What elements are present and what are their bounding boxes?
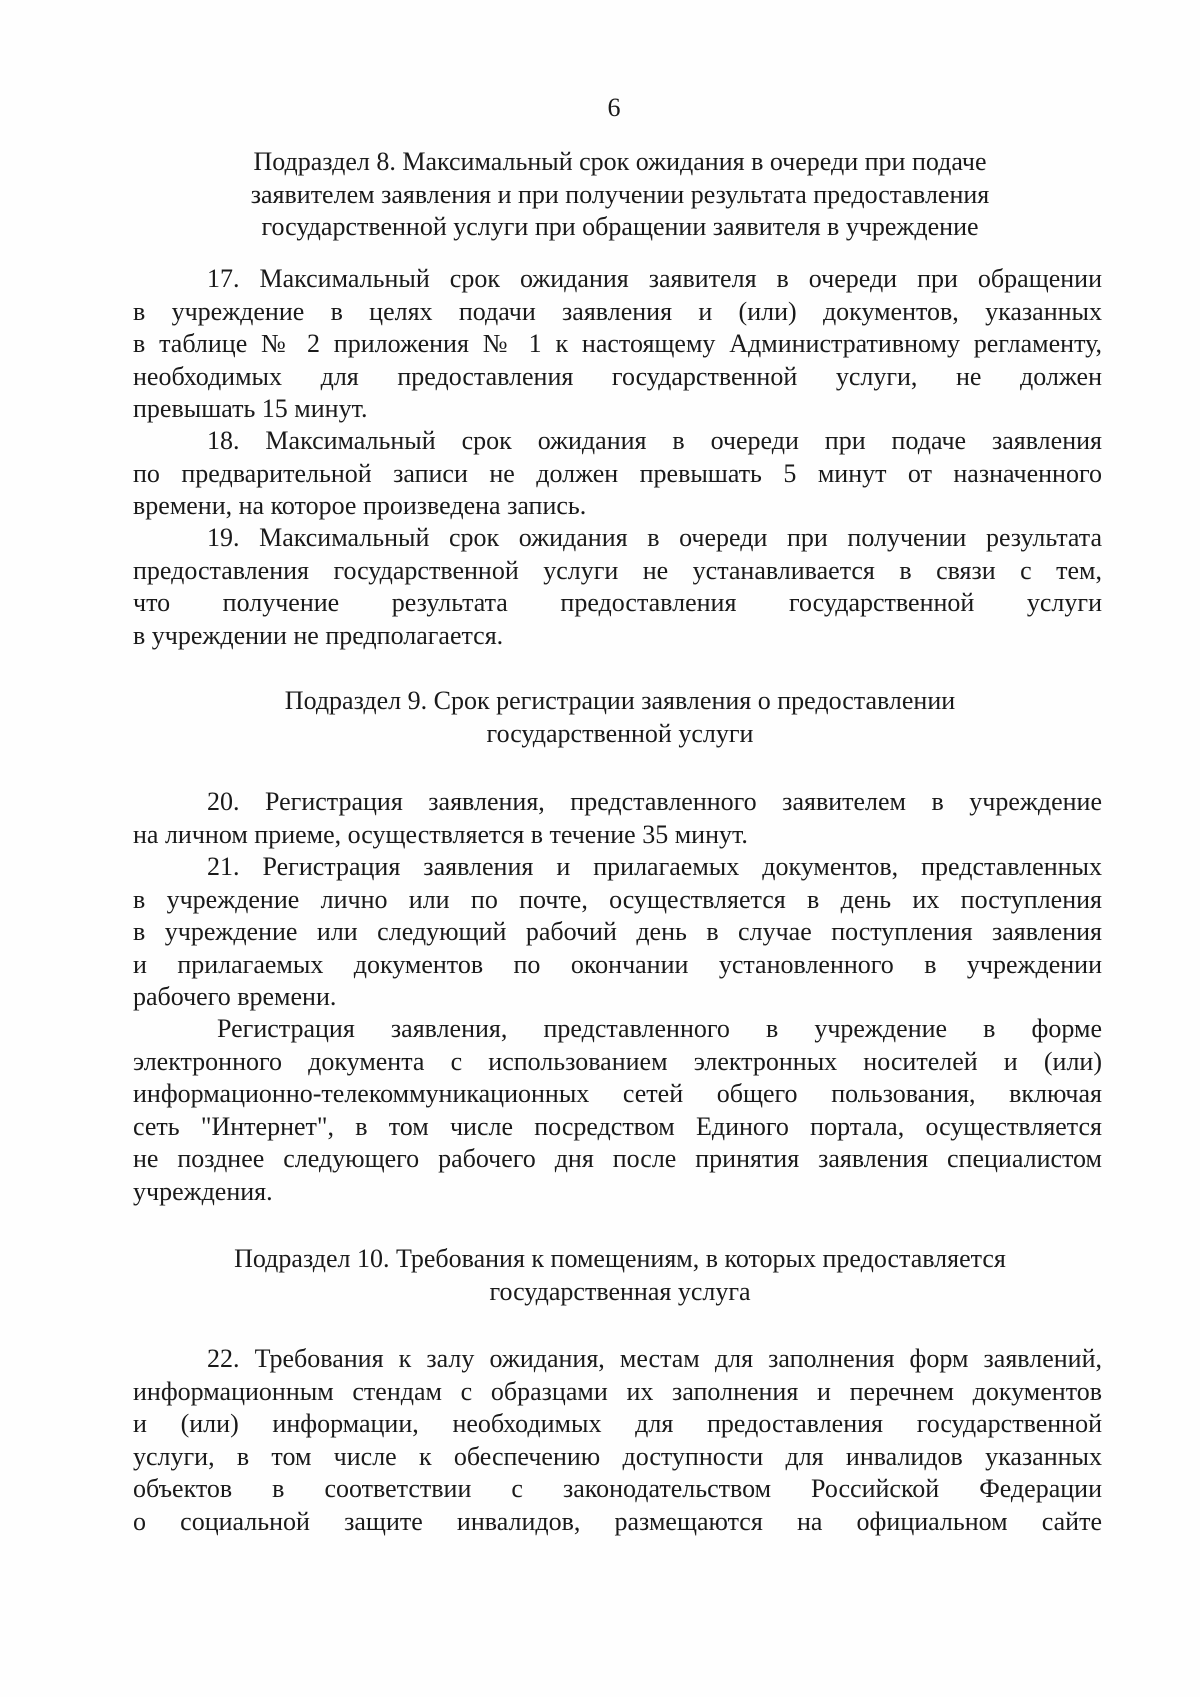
- page-number: 6: [607, 93, 621, 122]
- paragraph-line: в учреждении не предполагается.: [133, 620, 504, 650]
- paragraph-line: услуги, в том числе к обеспечению доступности для инвалидов указанных: [133, 1441, 1102, 1471]
- paragraph-21: [133, 851, 1102, 1014]
- paragraph-line: информационно-телекоммуникационных сетей общего пользования, включая: [133, 1079, 1102, 1108]
- paragraph-line: 18. Максимальный срок ожидания в очереди при подаче заявления: [207, 426, 1102, 455]
- paragraph-21-electronic: [133, 1013, 1102, 1208]
- paragraph-line: в учреждение или следующий рабочий день в случае поступления заявления: [133, 917, 1102, 946]
- paragraph-20: [133, 786, 1102, 851]
- paragraph-line: 22. Требования к залу ожидания, местам для заполнения форм заявлений,: [207, 1344, 1102, 1373]
- paragraph-line: превышать 15 минут.: [133, 394, 368, 423]
- heading-line: Подраздел 9. Срок регистрации заявления о предоставлении: [284, 686, 956, 715]
- paragraph-line: предоставления государственной услуги не устанавливается в связи с тем,: [133, 555, 1102, 585]
- paragraph-line: 17. Максимальный срок ожидания заявителя в очереди при обращении: [207, 264, 1102, 293]
- heading-line: Подраздел 8. Максимальный срок ожидания в очереди при подаче: [253, 147, 987, 176]
- paragraph-line: и (или) информации, необходимых для предоставления государственной: [133, 1409, 1102, 1438]
- paragraph-line: сеть "Интернет", в том числе посредством Единого портала, осуществляется: [133, 1111, 1102, 1141]
- paragraph-line: в учреждение в целях подачи заявления и (или) документов, указанных: [133, 296, 1102, 326]
- paragraph-line: учреждения.: [133, 1176, 273, 1206]
- heading-line: государственной услуги: [486, 718, 754, 748]
- subsection-9-heading: [150, 685, 1090, 750]
- paragraph-line: на личном приеме, осуществляется в течение 35 минут.: [133, 819, 748, 849]
- paragraph-line: необходимых для предоставления государственной услуги, не должен: [133, 361, 1102, 391]
- heading-line: государственная услуга: [489, 1276, 751, 1306]
- paragraph-19: [133, 522, 1102, 652]
- paragraph-line: не позднее следующего рабочего дня после принятия заявления специалистом: [133, 1144, 1102, 1173]
- paragraph-line: электронного документа с использованием электронных носителей и (или): [133, 1046, 1102, 1076]
- heading-line: Подраздел 10. Требования к помещениям, в которых предоставляется: [234, 1244, 1006, 1273]
- heading-line: заявителем заявления и при получении результата предоставления: [250, 179, 990, 209]
- subsection-10-heading: [150, 1243, 1090, 1308]
- paragraph-line: рабочего времени.: [133, 982, 337, 1011]
- subsection-8-heading: [150, 146, 1090, 244]
- heading-line: государственной услуги при обращении заявителя в учреждение: [261, 212, 979, 241]
- paragraph-line: информационным стендам с образцами их заполнения и перечнем документов: [133, 1376, 1102, 1406]
- paragraph-17: [133, 263, 1102, 426]
- paragraph-line: 19. Максимальный срок ожидания в очереди при получении результата: [207, 523, 1102, 552]
- paragraph-line: в учреждение лично или по почте, осуществляется в день их поступления: [133, 884, 1102, 914]
- paragraph-line: по предварительной записи не должен превышать 5 минут от назначенного: [133, 458, 1102, 488]
- paragraph-line: в таблице № 2 приложения № 1 к настоящему Административному регламенту,: [133, 329, 1102, 358]
- paragraph-line: объектов в соответствии с законодательством Российской Федерации: [133, 1474, 1102, 1503]
- paragraph-18: [133, 425, 1102, 523]
- paragraph-22: [133, 1343, 1102, 1538]
- paragraph-line: времени, на которое произведена запись.: [133, 491, 587, 520]
- paragraph-line: Регистрация заявления, представленного в учреждение в форме: [217, 1014, 1102, 1043]
- paragraph-line: 20. Регистрация заявления, представленного заявителем в учреждение: [207, 787, 1102, 816]
- paragraph-line: о социальной защите инвалидов, размещаются на официальном сайте: [133, 1506, 1102, 1536]
- paragraph-line: и прилагаемых документов по окончании установленного в учреждении: [133, 949, 1102, 979]
- paragraph-line: 21. Регистрация заявления и прилагаемых документов, представленных: [207, 852, 1102, 881]
- paragraph-line: что получение результата предоставления государственной услуги: [133, 588, 1102, 617]
